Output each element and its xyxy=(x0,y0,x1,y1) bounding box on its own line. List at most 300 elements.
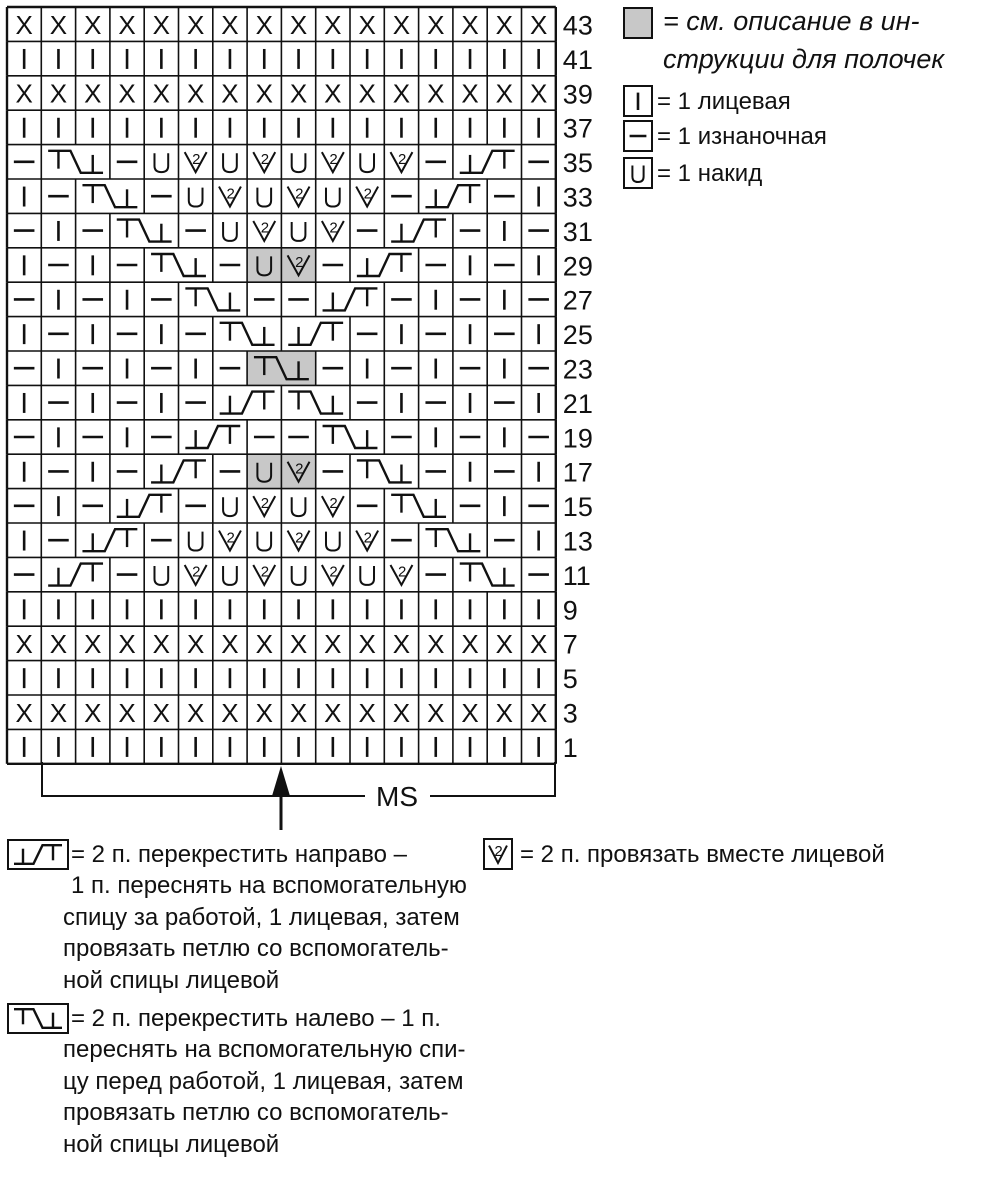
chart-cell xyxy=(425,185,480,207)
x-symbol: X xyxy=(529,78,548,109)
chart-cell xyxy=(358,79,375,109)
chart-cell xyxy=(324,10,341,40)
x-symbol: X xyxy=(392,9,411,40)
chart-cell xyxy=(427,629,444,659)
legend-cross-right-text xyxy=(60,839,467,996)
legend-knit-text: = 1 лицевая xyxy=(657,88,791,115)
chart-cell xyxy=(530,629,547,659)
yo-symbol xyxy=(189,532,203,551)
legend-purl-text: = 1 изнаночная xyxy=(657,123,827,150)
chart-cell xyxy=(390,151,412,172)
chart-cell xyxy=(185,151,207,172)
cross-right-line-1: = 2 п. перекрестить направо – xyxy=(71,841,407,868)
x-symbol: X xyxy=(358,697,376,728)
yo-symbol xyxy=(154,153,168,172)
x-symbol: X xyxy=(324,629,342,660)
chart-cell xyxy=(185,288,240,310)
cross-right-line-3: спицу за работой, 1 лицевая, затем xyxy=(63,903,460,931)
chart-cell xyxy=(15,698,32,728)
row-label: 29 xyxy=(562,251,593,282)
row-label: 43 xyxy=(562,10,593,41)
chart-cell xyxy=(221,629,238,659)
yo-symbol xyxy=(360,153,374,172)
chart-cell xyxy=(496,629,513,659)
cross-left-line xyxy=(323,426,378,448)
chart-cell xyxy=(118,79,135,109)
x-symbol: X xyxy=(152,78,171,109)
x-symbol: X xyxy=(221,697,239,728)
chart-cell xyxy=(427,698,444,728)
yo-symbol xyxy=(189,188,203,207)
k2tog-digit: 2 xyxy=(329,563,338,581)
x-symbol: X xyxy=(255,697,273,728)
row-label: 17 xyxy=(562,457,593,488)
cross-right-line xyxy=(220,392,275,414)
x-symbol: X xyxy=(15,629,33,660)
chart-cell xyxy=(326,188,340,207)
cross-right-line xyxy=(117,495,172,517)
k2tog-digit: 2 xyxy=(295,254,304,272)
x-symbol: X xyxy=(152,629,171,660)
chart-cell xyxy=(153,629,170,659)
cross-right-line xyxy=(323,288,378,310)
chart-cell xyxy=(290,629,307,659)
chart-cell xyxy=(151,254,206,276)
ms-label: MS xyxy=(376,781,418,812)
x-symbol: X xyxy=(529,9,548,40)
x-symbol: X xyxy=(427,697,445,728)
cross-left-line xyxy=(151,254,206,276)
x-symbol: X xyxy=(84,78,102,109)
cross-left-line xyxy=(220,323,275,345)
cross-left-line xyxy=(82,185,137,207)
yo-symbol xyxy=(360,566,374,585)
x-symbol: X xyxy=(495,9,514,40)
legend-yo-text: = 1 накид xyxy=(657,160,763,187)
x-symbol: X xyxy=(392,697,411,728)
cross-right-line xyxy=(391,220,446,242)
chart-cell xyxy=(290,10,307,40)
x-symbol: X xyxy=(289,9,308,40)
x-symbol: X xyxy=(118,9,136,40)
x-symbol: X xyxy=(152,697,171,728)
chart-cell xyxy=(324,79,341,109)
chart-cell xyxy=(223,222,237,241)
row-label: 27 xyxy=(562,285,593,316)
cross-right-line-5: ной спицы лицевой xyxy=(63,966,280,994)
chart-cell xyxy=(324,698,341,728)
legend-gray-swatch xyxy=(624,8,652,38)
cross-right-line xyxy=(82,529,137,551)
x-symbol: X xyxy=(221,78,239,109)
x-symbol: X xyxy=(15,9,33,40)
chart-cell xyxy=(118,10,135,40)
chart-grid xyxy=(7,7,556,764)
chart-cell xyxy=(221,698,238,728)
x-symbol: X xyxy=(84,697,102,728)
chart-cell xyxy=(324,629,341,659)
x-symbol: X xyxy=(255,629,273,660)
x-symbol: X xyxy=(461,629,479,660)
k2tog-digit: 2 xyxy=(192,563,201,581)
chart-cell xyxy=(84,629,101,659)
chart-cell xyxy=(460,564,515,586)
row-label: 1 xyxy=(562,732,578,763)
chart-cell xyxy=(390,564,412,585)
yo-symbol xyxy=(223,566,237,585)
x-symbol: X xyxy=(49,697,68,728)
cross-left-line-1: = 2 п. перекрестить налево – 1 п. xyxy=(71,1005,441,1032)
k2tog-digit: 2 xyxy=(494,842,503,860)
chart-cell xyxy=(223,566,237,585)
chart-cell xyxy=(154,566,168,585)
x-symbol: X xyxy=(289,78,308,109)
chart-cell xyxy=(48,564,103,586)
k2tog-digit: 2 xyxy=(329,219,338,237)
chart-cell xyxy=(391,220,446,242)
chart-cell xyxy=(82,529,137,551)
chart-cell xyxy=(257,532,271,551)
chart-cell xyxy=(356,529,378,550)
cross-left-line-3: цу перед работой, 1 лицевая, затем xyxy=(63,1067,464,1095)
chart-cell xyxy=(220,392,275,414)
k2tog-digit: 2 xyxy=(260,563,270,581)
x-symbol: X xyxy=(221,629,239,660)
chart-cell xyxy=(530,698,547,728)
legend-yo-box xyxy=(624,158,652,188)
x-symbol: X xyxy=(118,629,136,660)
row-label: 9 xyxy=(562,595,578,626)
x-symbol: X xyxy=(255,9,273,40)
cross-right-line xyxy=(151,460,206,482)
chart-cell xyxy=(84,10,101,40)
center-arrow xyxy=(272,766,290,830)
k2tog-digit: 2 xyxy=(295,460,304,478)
cross-left-line xyxy=(391,495,446,517)
cross-right-line xyxy=(48,564,103,586)
x-symbol: X xyxy=(529,697,548,728)
chart-cell xyxy=(117,220,172,242)
x-symbol: X xyxy=(324,9,342,40)
chart-cell xyxy=(292,566,306,585)
chart-cell xyxy=(15,10,32,40)
x-symbol: X xyxy=(427,9,445,40)
cross-right-line xyxy=(185,426,240,448)
chart-cell xyxy=(461,10,478,40)
chart-cell xyxy=(256,698,273,728)
cross-right-line xyxy=(425,185,480,207)
x-symbol: X xyxy=(495,697,514,728)
yo-symbol xyxy=(257,532,271,551)
chart-cell xyxy=(153,10,170,40)
cross-left-line-4: провязать петлю со вспомогатель- xyxy=(63,1099,449,1127)
yo-symbol xyxy=(292,566,306,585)
k2tog-digit: 2 xyxy=(226,529,235,547)
x-symbol: X xyxy=(186,629,205,660)
chart-cell xyxy=(118,629,135,659)
x-symbol: X xyxy=(358,629,376,660)
chart-cell xyxy=(257,188,271,207)
cross-right-line-4: провязать петлю со вспомогатель- xyxy=(63,935,449,963)
x-symbol: X xyxy=(289,697,308,728)
ms-bracket-line xyxy=(42,762,555,796)
x-symbol: X xyxy=(324,697,342,728)
row-label: 13 xyxy=(562,526,593,557)
shaded-cell xyxy=(247,454,281,488)
x-symbol: X xyxy=(358,9,376,40)
row-label: 41 xyxy=(562,44,593,75)
k2tog-digit: 2 xyxy=(363,185,373,203)
yo-symbol xyxy=(223,497,237,516)
row-label: 3 xyxy=(562,698,578,729)
chart-cell xyxy=(393,698,410,728)
chart-cell xyxy=(358,698,375,728)
chart-cell xyxy=(357,254,412,276)
chart-cell xyxy=(256,79,273,109)
chart-cell xyxy=(154,153,168,172)
yo-symbol xyxy=(292,222,306,241)
chart-cell xyxy=(153,79,170,109)
chart-cell xyxy=(427,79,444,109)
chart-cell xyxy=(118,698,135,728)
x-symbol: X xyxy=(186,9,205,40)
k2tog-digit: 2 xyxy=(260,150,270,168)
row-label: 33 xyxy=(562,182,593,213)
x-symbol: X xyxy=(49,78,68,109)
chart-cell xyxy=(496,10,513,40)
chart-cell xyxy=(117,495,172,517)
chart-cell xyxy=(256,10,273,40)
chart-cell xyxy=(290,79,307,109)
cross-left-line xyxy=(460,564,515,586)
chart-cell xyxy=(187,10,204,40)
x-symbol: X xyxy=(461,78,479,109)
row-label: 25 xyxy=(562,320,593,351)
chart-cell xyxy=(356,185,378,206)
chart-cell xyxy=(496,698,513,728)
chart-cell xyxy=(84,698,101,728)
chart-cell xyxy=(288,323,343,345)
cross-left-line-5: ной спицы лицевой xyxy=(63,1130,280,1158)
x-symbol: X xyxy=(392,629,411,660)
chart-cell xyxy=(187,79,204,109)
row-label: 23 xyxy=(562,354,593,385)
chart-cell xyxy=(530,79,547,109)
chart-cell xyxy=(322,220,344,241)
k2tog-digit: 2 xyxy=(295,529,304,547)
chart-cell xyxy=(461,629,478,659)
k2tog-digit: 2 xyxy=(329,150,338,168)
cross-left-line xyxy=(357,460,412,482)
chart-cell xyxy=(220,323,275,345)
cross-left-line xyxy=(185,288,240,310)
row-label: 35 xyxy=(562,148,593,179)
chart-cell xyxy=(50,79,67,109)
legend-gray-line2: струкции для полочек xyxy=(663,44,945,74)
x-symbol: X xyxy=(289,629,308,660)
chart-cell xyxy=(288,529,310,550)
x-symbol: X xyxy=(84,629,102,660)
chart-cell xyxy=(50,10,67,40)
chart-cell xyxy=(461,698,478,728)
chart-cell xyxy=(292,497,306,516)
x-symbol: X xyxy=(461,697,479,728)
row-label: 5 xyxy=(562,664,578,695)
chart-cell xyxy=(460,151,515,173)
shaded-cell xyxy=(247,248,281,282)
row-label: 15 xyxy=(562,492,593,523)
x-symbol: X xyxy=(15,78,33,109)
x-symbol: X xyxy=(118,78,136,109)
x-symbol: X xyxy=(152,9,171,40)
x-symbol: X xyxy=(186,697,205,728)
x-symbol: X xyxy=(461,9,479,40)
k2tog-digit: 2 xyxy=(329,494,338,512)
chart-cell xyxy=(187,629,204,659)
yo-symbol xyxy=(154,566,168,585)
chart-cell xyxy=(288,392,343,414)
chart-cell xyxy=(253,220,275,241)
row-label: 39 xyxy=(562,79,593,110)
chart-cell xyxy=(253,151,275,172)
row-label: 7 xyxy=(562,629,578,660)
cross-left-line xyxy=(48,151,103,173)
k2tog-digit: 2 xyxy=(295,185,304,203)
row-label: 11 xyxy=(562,560,591,591)
chart-cell xyxy=(530,10,547,40)
row-label: 21 xyxy=(562,388,593,419)
ms-bracket xyxy=(42,762,555,812)
x-symbol: X xyxy=(84,9,102,40)
yo-symbol xyxy=(326,188,340,207)
x-symbol: X xyxy=(529,629,548,660)
cross-right-line xyxy=(357,254,412,276)
x-symbol: X xyxy=(221,9,239,40)
x-symbol: X xyxy=(427,78,445,109)
chart-cell xyxy=(323,288,378,310)
chart-cell xyxy=(360,153,374,172)
chart-cell xyxy=(219,529,241,550)
legend-k2tog-text: = 2 п. провязать вместе лицевой xyxy=(520,841,885,868)
k2tog-digit: 2 xyxy=(397,150,407,168)
chart-cell xyxy=(189,532,203,551)
x-symbol: X xyxy=(427,629,445,660)
chart-cell xyxy=(391,495,446,517)
chart-cell xyxy=(292,222,306,241)
chart-cell xyxy=(223,153,237,172)
chart-cell xyxy=(253,564,275,585)
chart-cell xyxy=(425,529,480,551)
chart-cell xyxy=(326,532,340,551)
chart-cell xyxy=(358,629,375,659)
yo-symbol xyxy=(292,497,306,516)
chart-cell xyxy=(15,79,32,109)
yo-symbol xyxy=(257,188,271,207)
k2tog-digit: 2 xyxy=(363,529,373,547)
yo-symbol xyxy=(292,153,306,172)
x-symbol: X xyxy=(118,697,136,728)
cross-left-line xyxy=(288,392,343,414)
x-symbol: X xyxy=(495,629,514,660)
legend-cross-left-text xyxy=(60,1003,466,1160)
row-number-labels xyxy=(563,11,593,763)
chart-cell xyxy=(256,629,273,659)
chart-cell xyxy=(185,564,207,585)
chart-cell xyxy=(357,460,412,482)
x-symbol: X xyxy=(49,629,68,660)
chart-cell xyxy=(221,10,238,40)
x-symbol: X xyxy=(324,78,342,109)
x-symbol: X xyxy=(392,78,411,109)
chart-cell xyxy=(322,151,344,172)
center-arrow-head xyxy=(272,766,290,796)
k2tog-digit: 2 xyxy=(260,219,270,237)
cross-left-line xyxy=(117,220,172,242)
k2tog-digit: 2 xyxy=(192,150,201,168)
chart-cell xyxy=(292,153,306,172)
cross-left-line-2: переснять на вспомогательную спи- xyxy=(63,1036,466,1064)
row-label: 31 xyxy=(562,216,593,247)
chart-cell xyxy=(153,698,170,728)
chart-cell xyxy=(290,698,307,728)
yo-symbol xyxy=(223,222,237,241)
row-label: 37 xyxy=(562,113,593,144)
chart-cell xyxy=(358,10,375,40)
chart-cell xyxy=(323,426,378,448)
chart-cell xyxy=(185,426,240,448)
legend-gray-line1: = см. описание в ин- xyxy=(663,6,920,36)
cross-right-line-2: 1 п. переснять на вспомогательную xyxy=(71,872,467,900)
x-symbol: X xyxy=(495,78,514,109)
k2tog-digit: 2 xyxy=(260,494,270,512)
chart-cell xyxy=(393,629,410,659)
chart-cell xyxy=(84,79,101,109)
cross-left-line xyxy=(425,529,480,551)
x-symbol: X xyxy=(15,697,33,728)
chart-cell xyxy=(50,629,67,659)
chart-cell xyxy=(461,79,478,109)
chart-cell xyxy=(322,495,344,516)
chart-cell xyxy=(496,79,513,109)
chart-cell xyxy=(187,698,204,728)
chart-cell xyxy=(393,10,410,40)
k2tog-digit: 2 xyxy=(397,563,407,581)
cross-right-line xyxy=(288,323,343,345)
yo-symbol xyxy=(223,153,237,172)
chart-cell xyxy=(393,79,410,109)
x-symbol: X xyxy=(255,78,273,109)
chart-cell xyxy=(322,564,344,585)
chart-cell xyxy=(189,188,203,207)
chart-cell xyxy=(360,566,374,585)
chart-cell xyxy=(50,698,67,728)
chart-cell xyxy=(82,185,137,207)
chart-cell xyxy=(427,10,444,40)
cross-right-line xyxy=(460,151,515,173)
x-symbol: X xyxy=(186,78,205,109)
chart-cell xyxy=(221,79,238,109)
chart-cell xyxy=(223,497,237,516)
row-label: 19 xyxy=(562,423,593,454)
chart-cell xyxy=(253,495,275,516)
x-symbol: X xyxy=(358,78,376,109)
yo-symbol xyxy=(326,532,340,551)
chart-cell xyxy=(151,460,206,482)
chart-cell xyxy=(288,185,310,206)
chart-cell xyxy=(48,151,103,173)
chart-cell xyxy=(15,629,32,659)
chart-cell xyxy=(219,185,241,206)
